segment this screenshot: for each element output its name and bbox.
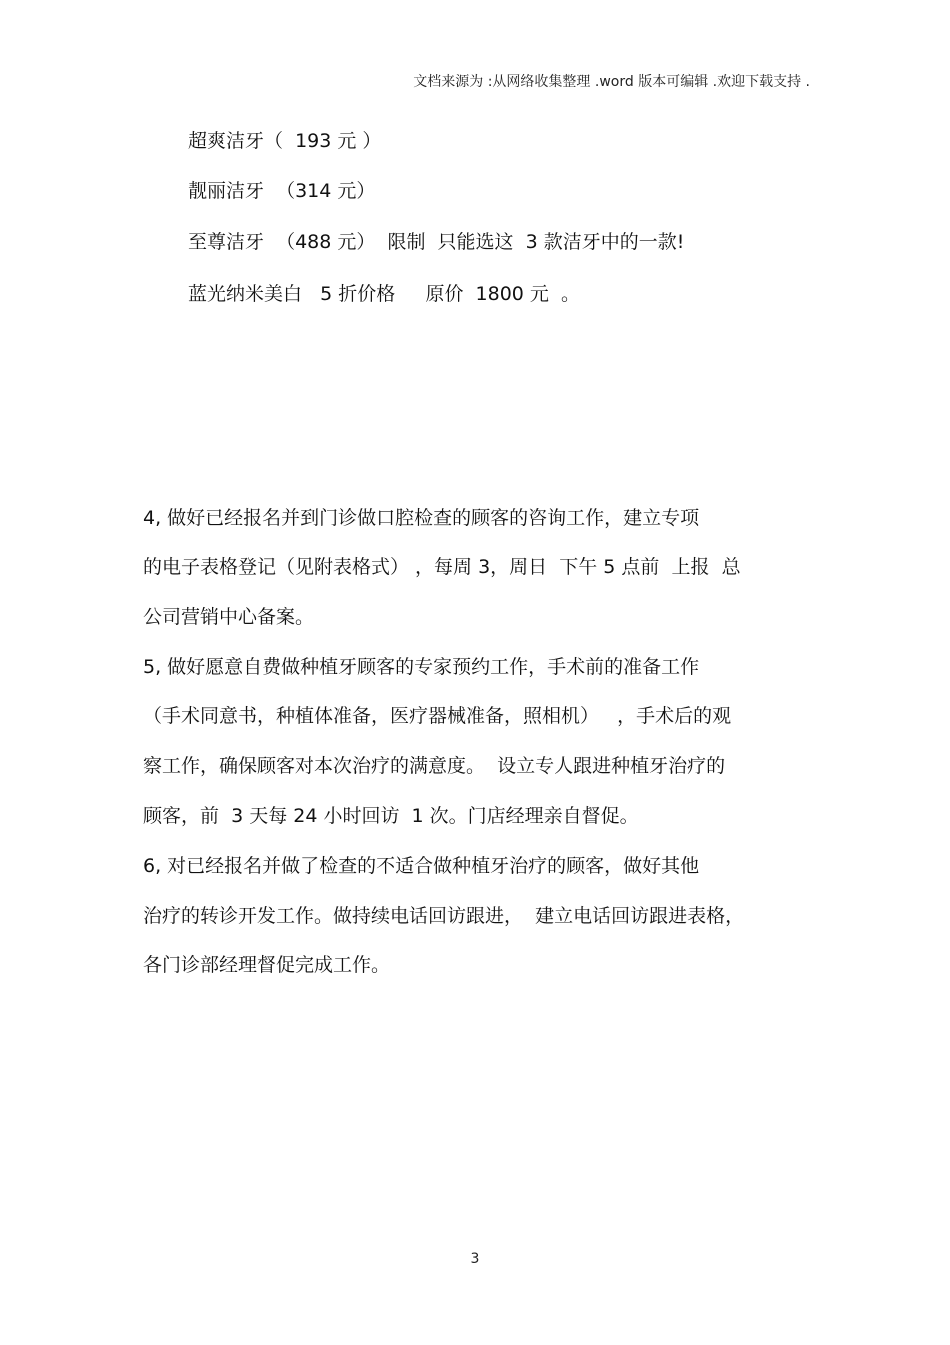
paragraph-line: 的电子表格登记（见附表格式） ，每周 3，周日 下午 5 点前 上报 总 [143, 556, 741, 578]
pricing-line: 蓝光纳米美白 5 折价格 原价 1800 元 。 [188, 283, 580, 305]
paragraph-line: 顾客，前 3 天每 24 小时回访 1 次。门店经理亲自督促。 [143, 805, 639, 827]
paragraph-line: 5, 做好愿意自费做种植牙顾客的专家预约工作，手术前的准备工作 [143, 656, 700, 678]
pricing-line: 超爽洁牙（ 193 元 ） [188, 130, 382, 152]
paragraph-line: 公司营销中心备案。 [143, 606, 315, 628]
page-number: 3 [470, 1251, 480, 1267]
paragraph-line: （手术同意书，种植体准备，医疗器械准备，照相机） ，手术后的观 [143, 705, 732, 727]
paragraph-line: 治疗的转诊开发工作。做持续电话回访跟进， 建立电话回访跟进表格， [143, 905, 745, 927]
pricing-line: 靓丽洁牙 （314 元） [188, 180, 376, 202]
paragraph-line: 4, 做好已经报名并到门诊做口腔检查的顾客的咨询工作，建立专项 [143, 507, 700, 529]
paragraph-line: 各门诊部经理督促完成工作。 [143, 954, 391, 976]
paragraph-line: 6, 对已经报名并做了检查的不适合做种植牙治疗的顾客，做好其他 [143, 855, 700, 877]
page-header-note: 文档来源为 :从网络收集整理 .word 版本可编辑 .欢迎下载支持 . [413, 74, 810, 90]
paragraph-line: 察工作，确保顾客对本次治疗的满意度。 设立专人跟进种植牙治疗的 [143, 755, 726, 777]
pricing-line: 至尊洁牙 （488 元） 限制 只能选这 3 款洁牙中的一款! [188, 231, 685, 253]
